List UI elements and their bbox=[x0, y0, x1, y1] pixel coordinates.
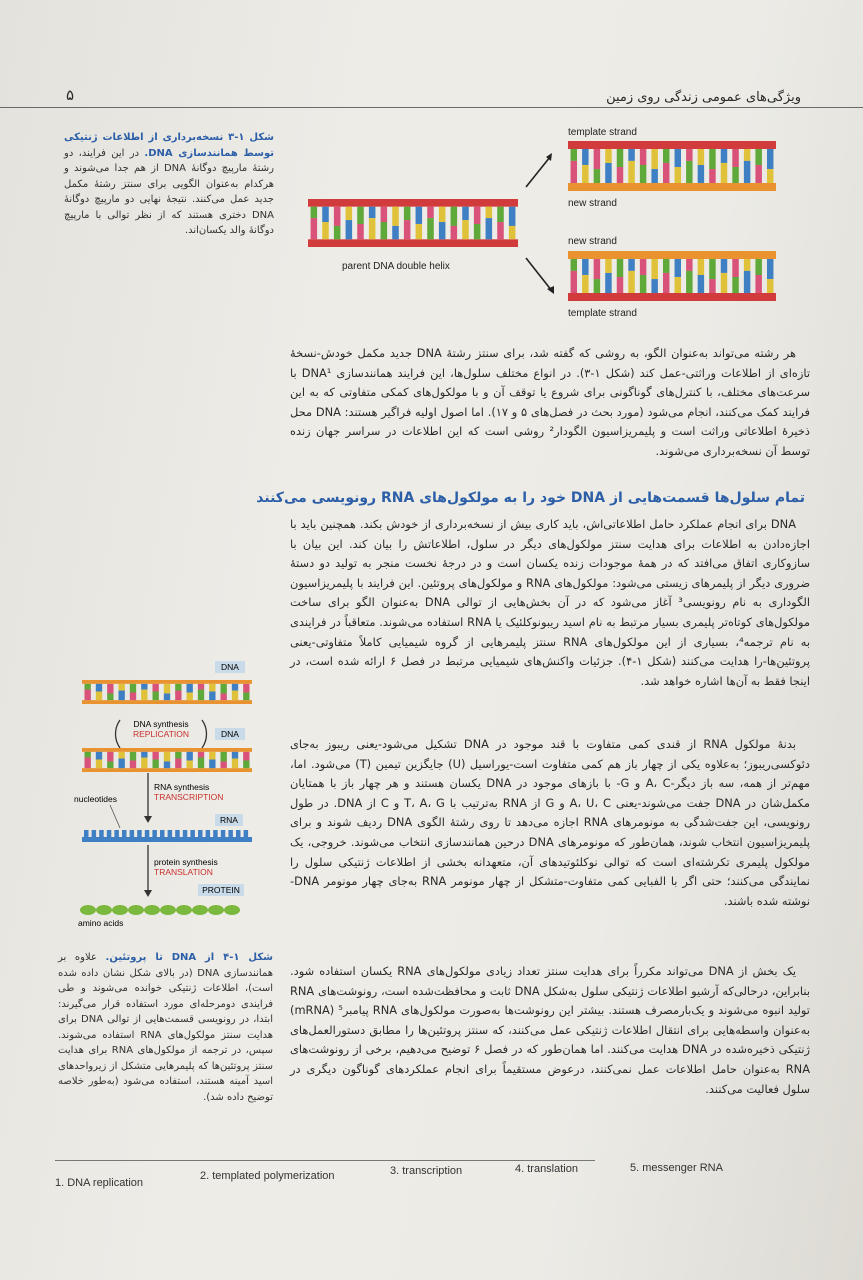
base-pair-top bbox=[628, 149, 634, 161]
base-pair-top bbox=[640, 149, 646, 165]
base-pair-top bbox=[594, 149, 600, 169]
base-pair-bottom bbox=[186, 692, 192, 700]
base-pair-bottom bbox=[152, 760, 158, 769]
footnote-rule bbox=[55, 1160, 595, 1161]
amino-acid bbox=[112, 905, 128, 915]
base-pair-top bbox=[186, 752, 192, 761]
replication-arc-right bbox=[202, 720, 207, 748]
base-pair-top bbox=[663, 149, 669, 163]
base-pair-bottom bbox=[311, 218, 318, 239]
rna-base bbox=[168, 830, 173, 841]
base-pair-bottom bbox=[651, 169, 657, 183]
base-pair-bottom bbox=[594, 279, 600, 293]
base-pair-top bbox=[357, 207, 364, 224]
base-pair-bottom bbox=[369, 218, 376, 239]
base-pair-bottom bbox=[427, 218, 434, 239]
label-new-strand-bottom: new strand bbox=[568, 236, 617, 247]
base-pair-bottom bbox=[164, 693, 170, 700]
base-pair-bottom bbox=[334, 226, 341, 239]
base-pair-top bbox=[582, 149, 588, 165]
base-pair-bottom bbox=[220, 693, 226, 700]
base-pair-top bbox=[198, 684, 204, 690]
base-pair-top bbox=[107, 752, 113, 762]
translation-arrowhead bbox=[144, 890, 152, 897]
base-pair-bottom bbox=[509, 226, 516, 239]
base-pair-top bbox=[84, 752, 90, 758]
running-title: ویژگی‌های عمومی زندگی روی زمین bbox=[606, 90, 801, 105]
base-pair-bottom bbox=[141, 758, 147, 769]
base-pair-top bbox=[663, 259, 669, 273]
base-pair-bottom bbox=[651, 279, 657, 293]
backbone-bottom bbox=[568, 293, 776, 301]
arrow-down bbox=[526, 258, 552, 291]
base-pair-top bbox=[744, 149, 750, 161]
rna-base bbox=[228, 830, 233, 839]
base-pair-top bbox=[709, 259, 715, 279]
backbone-top bbox=[82, 680, 252, 684]
base-pair-top bbox=[232, 684, 238, 691]
amino-acid bbox=[128, 905, 144, 915]
base-pair-top bbox=[709, 149, 715, 169]
rna-base bbox=[175, 830, 180, 837]
base-pair-bottom bbox=[209, 692, 215, 701]
base-pair-top bbox=[175, 752, 181, 759]
base-pair-bottom bbox=[571, 161, 577, 183]
footnote-4: 4. translation bbox=[515, 1163, 578, 1175]
base-pair-bottom bbox=[640, 165, 646, 183]
base-pair-bottom bbox=[130, 692, 136, 700]
backbone-top bbox=[82, 748, 252, 752]
base-pair-top bbox=[451, 207, 458, 226]
base-pair-top bbox=[427, 207, 434, 218]
base-pair-bottom bbox=[709, 169, 715, 183]
label-template-strand-top: template strand bbox=[568, 127, 637, 138]
base-pair-top bbox=[755, 259, 761, 275]
amino-acid bbox=[224, 905, 240, 915]
base-pair-bottom bbox=[675, 277, 681, 293]
arrow-up bbox=[526, 157, 550, 187]
base-pair-top bbox=[404, 207, 411, 220]
base-pair-top bbox=[582, 259, 588, 275]
base-pair-top bbox=[732, 259, 738, 277]
base-pair-bottom bbox=[84, 758, 90, 769]
figure-dna-replication bbox=[300, 125, 780, 320]
base-pair-top bbox=[164, 684, 170, 694]
base-pair-bottom bbox=[675, 167, 681, 183]
base-pair-top bbox=[96, 684, 102, 692]
base-pair-top bbox=[96, 752, 102, 760]
base-pair-top bbox=[243, 752, 249, 761]
base-pair-top bbox=[346, 207, 353, 220]
rna-base bbox=[114, 830, 119, 839]
base-pair-top bbox=[164, 752, 170, 762]
base-pair-top bbox=[141, 752, 147, 758]
base-pair-bottom bbox=[451, 226, 458, 239]
page-number: ۵ bbox=[66, 86, 75, 104]
base-pair-bottom bbox=[582, 275, 588, 293]
amino-acid bbox=[96, 905, 112, 915]
base-pair-bottom bbox=[209, 760, 215, 769]
base-pair-bottom bbox=[118, 759, 124, 769]
base-pair-top bbox=[686, 149, 692, 161]
label-rna: RNA bbox=[220, 815, 238, 825]
base-pair-bottom bbox=[755, 275, 761, 293]
base-pair-bottom bbox=[732, 167, 738, 183]
amino-acid bbox=[160, 905, 176, 915]
base-pair-top bbox=[675, 149, 681, 167]
amino-acid bbox=[144, 905, 160, 915]
base-pair-top bbox=[509, 207, 516, 226]
base-pair-top bbox=[130, 752, 136, 761]
base-pair-top bbox=[209, 752, 215, 760]
base-pair-top bbox=[243, 684, 249, 693]
base-pair-top bbox=[571, 259, 577, 271]
base-pair-bottom bbox=[96, 760, 102, 769]
base-pair-bottom bbox=[462, 220, 469, 239]
base-pair-top bbox=[721, 259, 727, 273]
base-pair-bottom bbox=[486, 218, 493, 239]
base-pair-top bbox=[651, 149, 657, 169]
footnote-1: 1. DNA replication bbox=[55, 1177, 144, 1189]
base-pair-bottom bbox=[141, 690, 147, 701]
base-pair-top bbox=[486, 207, 493, 218]
backbone-top bbox=[308, 199, 518, 207]
rna-base bbox=[145, 830, 150, 841]
base-pair-top bbox=[381, 207, 388, 222]
base-pair-bottom bbox=[686, 271, 692, 293]
label-transcription: TRANSCRIPTION bbox=[154, 792, 224, 802]
figure-1-3-caption-body: در این فرایند، دو رشتهٔ مارپیچ دوگانهٔ DNA از هم جدا می‌شوند و هرکدام به‌عنوان الگویی برای سنتز رشتهٔ مکمل جدید عمل می‌کنند. نتیجهٔ نهایی دو مارپیچ دوگانهٔ DNA دختری هستند که از نظر توالی با مارپیچ دوگانهٔ والد یکسان‌اند. bbox=[64, 147, 274, 236]
base-pair-top bbox=[628, 259, 634, 271]
base-pair-bottom bbox=[571, 271, 577, 293]
base-pair-top bbox=[767, 259, 773, 279]
label-amino-acids: amino acids bbox=[78, 918, 124, 928]
dna-strand-middle bbox=[82, 748, 252, 772]
base-pair-bottom bbox=[243, 692, 249, 700]
base-pair-bottom bbox=[175, 691, 181, 701]
base-pair-bottom bbox=[767, 169, 773, 183]
base-pair-bottom bbox=[381, 222, 388, 239]
amino-acid bbox=[192, 905, 208, 915]
base-pair-top bbox=[462, 207, 469, 220]
base-pair-top bbox=[617, 149, 623, 167]
rna-base bbox=[160, 830, 165, 839]
base-pair-top bbox=[698, 259, 704, 275]
base-pair-bottom bbox=[220, 761, 226, 768]
base-pair-bottom bbox=[404, 220, 411, 239]
parent-double-helix bbox=[308, 199, 518, 247]
base-pair-top bbox=[767, 149, 773, 169]
rna-base bbox=[236, 830, 241, 841]
base-pair-bottom bbox=[198, 690, 204, 701]
base-pair-top bbox=[232, 752, 238, 759]
label-protein: PROTEIN bbox=[202, 885, 240, 895]
amino-acid bbox=[208, 905, 224, 915]
label-dna-synthesis: DNA synthesis bbox=[133, 719, 189, 729]
base-pair-bottom bbox=[107, 693, 113, 700]
base-pair-top bbox=[186, 684, 192, 693]
base-pair-top bbox=[107, 684, 113, 694]
base-pair-bottom bbox=[152, 692, 158, 701]
base-pair-bottom bbox=[175, 759, 181, 769]
base-pair-top bbox=[152, 684, 158, 692]
base-pair-bottom bbox=[594, 169, 600, 183]
rna-base bbox=[122, 830, 127, 841]
rna-base bbox=[213, 830, 218, 841]
rna-backbone bbox=[82, 837, 252, 842]
protein-chain bbox=[80, 905, 240, 915]
base-pair-bottom bbox=[732, 277, 738, 293]
base-pair-top bbox=[651, 259, 657, 279]
base-pair-top bbox=[721, 149, 727, 163]
base-pair-bottom bbox=[721, 163, 727, 183]
rna-base bbox=[84, 830, 89, 837]
base-pair-top bbox=[439, 207, 446, 222]
base-pair-bottom bbox=[232, 691, 238, 701]
base-pair-top bbox=[617, 259, 623, 277]
label-template-strand-bottom: template strand bbox=[568, 308, 637, 319]
base-pair-bottom bbox=[474, 224, 481, 239]
base-pair-top bbox=[369, 207, 376, 218]
base-pair-bottom bbox=[628, 161, 634, 183]
rna-base bbox=[99, 830, 104, 841]
label-translation: TRANSLATION bbox=[154, 867, 213, 877]
base-pair-top bbox=[84, 684, 90, 690]
base-pair-top bbox=[209, 684, 215, 692]
base-pair-top bbox=[605, 149, 611, 163]
footnote-5: 5. messenger RNA bbox=[630, 1162, 723, 1174]
base-pair-top bbox=[118, 752, 124, 759]
figure-1-3-caption bbox=[64, 130, 274, 239]
base-pair-top bbox=[732, 149, 738, 167]
paragraph-2-text: DNA برای انجام عملکرد حامل اطلاعاتی‌اش، باید کاری بیش از نسخه‌برداری از خودش بکند. همچنین باید با اجازه‌دادن به اطلاعات برای هدایت سنتز مولکول‌های دیگر در سلول، اطلاعاتش را بیان کند. این بیان با سازوکاری اتفاق می‌افتد که در همهٔ موجودات زنده یکسان است و در درجهٔ نخست منجر به تولید دو دستهٔ ضروری دیگر از پلیمرهای زیستی می‌شود: مولکول‌های RNA و مولکول‌های پروتئین. این فرایند با پلیمریزاسیون الگوداری به نام رونویسی³ آغاز می‌شود که در آن بخش‌هایی از توالی DNA به‌عنوان الگو برای ساخت مولکول‌های کوتاه‌تر پلیمری بسیار مرتبط به نام اسید ریبونوکلئیک یا RNA استفاده می‌شوند. متعاقباً در فرایندی به نام ترجمه⁴، بسیاری از این مولکول‌های RNA سنتز پلیمرهایی از گروه شیمیایی کاملاً متفاوتی-یعنی پروتئین‌ها-را هدایت می‌کنند (شکل ۱-۴). جزئیات واکنش‌های شیمیایی مرتبط در فصل ۶ ارائه شده است، در اینجا فقط به آن‌ها اشاره خواهد شد. bbox=[290, 517, 810, 688]
rna-base bbox=[130, 830, 135, 837]
base-pair-top bbox=[175, 684, 181, 691]
backbone-bottom bbox=[308, 239, 518, 247]
label-protein-synthesis: protein synthesis bbox=[154, 857, 218, 867]
base-pair-bottom bbox=[640, 275, 646, 293]
base-pair-bottom bbox=[698, 165, 704, 183]
base-pair-bottom bbox=[767, 279, 773, 293]
base-pair-bottom bbox=[744, 271, 750, 293]
label-parent-helix: parent DNA double helix bbox=[342, 261, 450, 272]
figure-1-3-caption-title: شکل ۱-۳ نسخه‌برداری از اطلاعات ژنتیکی توسط همانندسازی DNA. bbox=[64, 132, 274, 159]
base-pair-bottom bbox=[357, 224, 364, 239]
paragraph-1-text: هر رشته می‌تواند به‌عنوان الگو، به روشی که گفته شد، برای سنتز رشتهٔ DNA جدید مکمل خودش-نسخهٔ تازه‌ای از اطلاعات وراثتی-عمل کند (شکل ۱-۳). در انواع مختلف سلول‌ها، این فرایند همانندسازی DNA¹ با سرعت‌های مختلف، با کنترل‌های گوناگونی برای شروع یا توقف آن و با مولکول‌های کمکی متفاوتی که به این فرایند کمک می‌کنند، انجام می‌شود (مورد بحث در فصل‌های ۵ و ۱۷). اما اصول اولیه فراگیر هستند: DNA محل ذخیرهٔ اطلاعاتی وراثت است و پلیمریزاسیون الگودار² روشی است که این اطلاعات در سراسر جهان زنده توسط آن نسخه‌برداری می‌شوند. bbox=[290, 346, 810, 458]
base-pair-top bbox=[605, 259, 611, 273]
figure-1-4-caption-body: علاوه بر همانندسازی DNA (در بالای شکل نشان داده شده است)، اطلاعات ژنتیکی خوانده می‌شوند و طی فرایندی دومرحله‌ای مورد استفاده قرار می‌گیرند: ابتدا، در رونویسی قسمت‌هایی از توالی DNA برای هدایت سنتز مولکول‌های RNA استفاده می‌شوند. سپس، در ترجمه از مولکول‌های RNA برای هدایت سنتز پروتئین‌ها که پلیمرهایی متشکل از زیرواحدهای اسید آمینه هستند، استفاده می‌شود (به‌طور خلاصه توضیح داده شد). bbox=[58, 952, 274, 1103]
base-pair-bottom bbox=[107, 761, 113, 768]
base-pair-bottom bbox=[628, 271, 634, 293]
base-pair-top bbox=[686, 259, 692, 271]
base-pair-top bbox=[392, 207, 399, 226]
base-pair-top bbox=[594, 259, 600, 279]
base-pair-top bbox=[141, 684, 147, 690]
base-pair-bottom bbox=[617, 167, 623, 183]
section-heading: تمام سلول‌ها قسمت‌هایی از DNA خود را به مولکول‌های RNA رونویسی می‌کنند bbox=[256, 490, 805, 506]
base-pair-top bbox=[118, 684, 124, 691]
figure-1-4-caption bbox=[58, 950, 273, 1105]
label-replication: REPLICATION bbox=[132, 729, 190, 739]
backbone-top bbox=[568, 251, 776, 259]
base-pair-bottom bbox=[130, 760, 136, 768]
rna-strand bbox=[82, 830, 252, 842]
base-pair-bottom bbox=[322, 222, 329, 239]
label-new-strand-top: new strand bbox=[568, 198, 617, 209]
base-pair-top bbox=[220, 684, 226, 694]
base-pair-bottom bbox=[346, 220, 353, 239]
base-pair-bottom bbox=[439, 222, 446, 239]
footnote-2: 2. templated polymerization bbox=[200, 1170, 335, 1182]
footnote-3: 3. transcription bbox=[390, 1165, 463, 1177]
rna-base bbox=[137, 830, 142, 839]
amino-acid bbox=[80, 905, 96, 915]
label-rna-synthesis: RNA synthesis bbox=[154, 782, 210, 792]
backbone-bottom bbox=[82, 768, 252, 772]
rna-base bbox=[92, 830, 97, 839]
base-pair-bottom bbox=[232, 759, 238, 769]
rna-base bbox=[152, 830, 157, 837]
rna-base bbox=[244, 830, 249, 837]
rna-base bbox=[198, 830, 203, 837]
amino-acid bbox=[176, 905, 192, 915]
backbone-bottom bbox=[82, 700, 252, 704]
header-rule bbox=[0, 107, 863, 108]
base-pair-bottom bbox=[118, 691, 124, 701]
label-dna-mid: DNA bbox=[221, 729, 239, 739]
rna-base bbox=[190, 830, 195, 841]
base-pair-bottom bbox=[605, 163, 611, 183]
base-pair-top bbox=[571, 149, 577, 161]
base-pair-top bbox=[130, 684, 136, 693]
paragraph-replication bbox=[290, 344, 810, 462]
base-pair-bottom bbox=[605, 273, 611, 293]
base-pair-bottom bbox=[686, 161, 692, 183]
base-pair-bottom bbox=[186, 760, 192, 768]
base-pair-bottom bbox=[243, 760, 249, 768]
base-pair-bottom bbox=[164, 761, 170, 768]
backbone-bottom bbox=[568, 183, 776, 191]
base-pair-bottom bbox=[582, 165, 588, 183]
base-pair-bottom bbox=[721, 273, 727, 293]
base-pair-bottom bbox=[663, 163, 669, 183]
rna-base bbox=[183, 830, 188, 839]
daughter-helix-bottom bbox=[568, 251, 776, 301]
base-pair-top bbox=[416, 207, 423, 224]
base-pair-top bbox=[311, 207, 318, 218]
label-dna-top: DNA bbox=[221, 662, 239, 672]
base-pair-top bbox=[152, 752, 158, 760]
nucleotides-pointer bbox=[110, 805, 120, 828]
rna-base bbox=[107, 830, 112, 837]
base-pair-bottom bbox=[497, 222, 504, 239]
base-pair-bottom bbox=[84, 690, 90, 701]
label-nucleotides: nucleotides bbox=[74, 794, 118, 804]
base-pair-top bbox=[322, 207, 329, 222]
paragraph-expression bbox=[290, 515, 810, 691]
backbone-top bbox=[568, 141, 776, 149]
base-pair-bottom bbox=[709, 279, 715, 293]
daughter-helix-top bbox=[568, 141, 776, 191]
base-pair-bottom bbox=[392, 226, 399, 239]
base-pair-top bbox=[497, 207, 504, 222]
base-pair-top bbox=[198, 752, 204, 758]
transcription-arrowhead bbox=[144, 816, 152, 823]
base-pair-top bbox=[755, 149, 761, 165]
base-pair-bottom bbox=[698, 275, 704, 293]
figure-dna-to-protein bbox=[70, 660, 270, 930]
paragraph-rna-structure bbox=[290, 735, 810, 911]
base-pair-top bbox=[640, 259, 646, 275]
dna-strand-top bbox=[82, 680, 252, 704]
base-pair-top bbox=[220, 752, 226, 762]
rna-base bbox=[221, 830, 226, 837]
rna-base bbox=[206, 830, 211, 839]
paragraph-4-text: یک بخش از DNA می‌تواند مکرراً برای هدایت سنتز تعداد زیادی مولکول‌های RNA یکسان استفاده شود. بنابراین، درحالی‌که آرشیو اطلاعات ژنتیکی سلول به‌شکل DNA ثابت و محافظت‌شده است، رونوشت‌های RNA تولید انبوه می‌شوند و یک‌بارمصرف هستند. بیشتر این رونوشت‌ها به‌صورت مولکول‌های RNA پیامبر⁵ (mRNA) به‌عنوان واسطه‌هایی برای انتقال اطلاعات ژنتیکی عمل می‌کنند، که سنتز پروتئین‌ها را مطابق دستورالعمل‌های ژنتیکی ذخیره‌شده در DNA هدایت می‌کنند. اما همان‌طور که در فصل ۶ توضیح می‌دهیم، برخی از رونوشت‌های RNA به‌عنوان حامل اطلاعات عمل نمی‌کنند، درعوض مستقیماً برای انجام عملکردهای گوناگون دیگری در سلول فعالیت می‌کنند. bbox=[290, 964, 811, 1096]
base-pair-top bbox=[675, 259, 681, 277]
base-pair-bottom bbox=[744, 161, 750, 183]
base-pair-top bbox=[334, 207, 341, 226]
base-pair-bottom bbox=[198, 758, 204, 769]
base-pair-bottom bbox=[416, 224, 423, 239]
base-pair-top bbox=[474, 207, 481, 224]
figure-1-4-caption-title: شکل ۱-۴ از DNA تا پروتئین. bbox=[105, 952, 273, 963]
base-pair-top bbox=[744, 259, 750, 271]
base-pair-bottom bbox=[663, 273, 669, 293]
paragraph-3-text: بدنهٔ مولکول RNA از قندی کمی متفاوت با قند موجود در DNA تشکیل می‌شود-یعنی ریبوز به‌جای دئوکسی‌ریبوز؛ به‌علاوه یکی از چهار باز هم کمی متفاوت است-یوراسیل (U) جایگزین تیمین (T) می‌شود. اما، مهم‌تر از همه، سه باز دیگر-A، C و G- با بازهای موجود در DNA یکسان هستند و هر چهار باز با همتایان مکمل‌شان در DNA جفت می‌شوند-یعنی A، U، C و G از RNA به‌ترتیب با T، A، G و C از DNA. در طول رونویسی، این جفت‌شدگی به مونومرهای RNA اجازه می‌دهد تا روی رشتهٔ الگوی DNA ردیف شوند و برای پلیمریزاسیون انتخاب شوند، همان‌طور که مونومرهای DNA درحین همانندسازی انتخاب می‌شوند. خروجی، یک مولکول پلیمری تکرشته‌ای است که توالی نوکلئوتیدهای آن، متعهدانه بخشی از اطلاعات ژنتیکی سلول را نمایندگی می‌کنند؛ حتی اگر با الفبایی کمی متفاوت-متشکل از چهار مونومر RNA به‌جای چهار مونومر DNA-نوشته شده باشند. bbox=[290, 737, 811, 908]
base-pair-top bbox=[698, 149, 704, 165]
footnotes bbox=[55, 1163, 735, 1193]
base-pair-bottom bbox=[96, 692, 102, 701]
base-pair-bottom bbox=[617, 277, 623, 293]
replication-arc-left bbox=[115, 720, 120, 748]
base-pair-bottom bbox=[755, 165, 761, 183]
paragraph-mrna bbox=[290, 962, 810, 1099]
